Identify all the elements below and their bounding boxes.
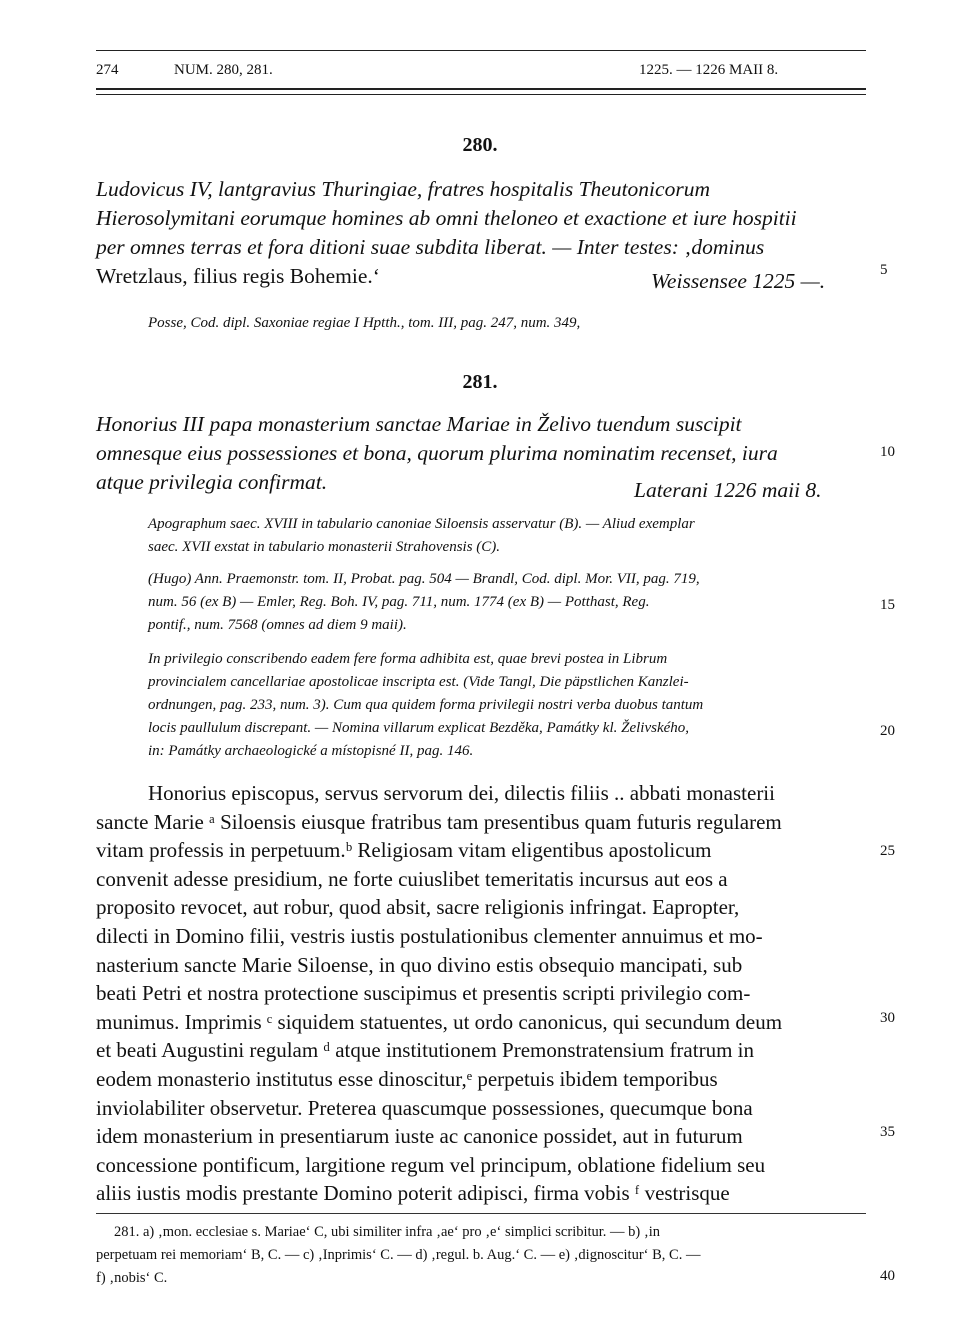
page-number: 274: [96, 62, 119, 78]
running-header: [96, 60, 866, 84]
text-line: sancte Marie ᵃ Siloensis eiusque fratribus tam presentibus quam futuris regularem: [96, 809, 782, 834]
regest-line: omnesque eius possessiones et bona, quorum plurima nominatim recenset, iura: [96, 441, 778, 465]
footnote-line: perpetuam rei memoriam‘ B, C. — c) ‚Inprimis‘ C. — d) ‚regul. b. Aug.‘ C. — e) ‚dignoscitur‘ B, C. —: [96, 1247, 701, 1263]
doc-281-sources-editions: [148, 568, 868, 637]
regest-last-line: [96, 262, 866, 291]
text-line: concessione pontificum, largitione regum vel principum, oblatione fidelium seu: [96, 1152, 766, 1177]
doc-280-number: 280.: [462, 134, 498, 156]
text-line: idem monasterium in presentiarum iuste ac canonice possidet, aut in futurum: [96, 1124, 743, 1149]
header-top-rule: [96, 50, 866, 51]
footnote-line: 281. a) ‚mon. ecclesiae s. Mariae‘ C, ubi similiter infra ‚ae‘ pro ‚e‘ simplici scribitur. — b) ‚in: [114, 1224, 660, 1240]
regest-line: Hierosolymitani eorumque homines ab omni theloneo et exactione et iure hospitii: [96, 206, 797, 230]
footnote-rule: [96, 1213, 866, 1214]
text-line: convenit adesse presidium, ne forte cuiuslibet temeritatis incursus aut eos a: [96, 866, 728, 891]
text-line: aliis iustis modis prestante Domino poterit adipisci, firma vobis ᶠ vestrisque: [96, 1181, 730, 1206]
footnotes: [96, 1221, 866, 1290]
text-line: eodem monasterio institutus esse dinoscitur,ᵉ perpetuis ibidem temporibus: [96, 1066, 718, 1091]
doc-280-source: [148, 311, 868, 335]
doc-281-regest: [96, 410, 866, 502]
text-line: Honorius episcopus, servus servorum dei, dilectis filiis .. abbati monasterii: [148, 781, 775, 805]
commentary-line: provincialem cancellariae apostolicae inscripta est. (Vide Tangl, Die päpstlichen Kanzlei-: [148, 674, 689, 690]
line-number: 20: [880, 723, 895, 739]
regest-last-line: [96, 468, 866, 502]
text-line: proposito revocet, aut robur, quod absit, sacre religionis infringat. Eapropter,: [96, 895, 740, 920]
regest-last: atque privilegia confirmat.: [96, 470, 328, 494]
line-number: 35: [880, 1124, 895, 1140]
regest-line: per omnes terras et fora ditioni suae subdita liberat. — Inter testes: ‚dominus: [96, 235, 765, 259]
line-number: 30: [880, 1010, 895, 1026]
regest-last: Wretzlaus, filius regis Bohemie.‘: [96, 264, 380, 288]
commentary-line: In privilegio conscribendo eadem fere forma adhibita est, quae brevi postea in Librum: [148, 651, 668, 667]
commentary-line: locis paullulum discrepant. — Nomina villarum explicat Bezděka, Památky kl. Želivského,: [148, 720, 690, 736]
source-line: (Hugo) Ann. Praemonstr. tom. II, Probat. pag. 504 — Brandl, Cod. dipl. Mor. VII, pag. 719,: [148, 571, 700, 587]
source-line: Posse, Cod. dipl. Saxoniae regiae I Hptth., tom. III, pag. 247, num. 349,: [148, 315, 581, 331]
doc-281-number: 281.: [462, 371, 498, 393]
header-doc-numbers: NUM. 280, 281.: [174, 62, 273, 78]
commentary-line: ordnungen, pag. 233, num. 3). Cum qua quidem forma privilegii nostri verba duobus tantum: [148, 697, 704, 713]
line-number: 15: [880, 597, 895, 613]
text-line: dilecti in Domino filii, vestris iustis postulationibus clementer annuimus et mo-: [96, 923, 763, 948]
source-line: pontif., num. 7568 (omnes ad diem 9 maii).: [148, 617, 407, 633]
place-date: Laterani 1226 maii 8.: [634, 478, 822, 502]
footnote-line: f) ‚nobis‘ C.: [96, 1270, 168, 1286]
header-double-rule: [96, 88, 866, 95]
place-date: Weissensee 1225 —.: [651, 269, 826, 293]
header-dates: 1225. — 1226 MAII 8.: [639, 62, 779, 78]
line-number: 25: [880, 843, 895, 859]
source-line: saec. XVII exstat in tabulario monasterii Strahovensis (C).: [148, 539, 501, 555]
line-number: 5: [880, 262, 888, 278]
doc-280-regest: [96, 175, 866, 291]
text-line: et beati Augustini regulam ᵈ atque institutionem Premonstratensium fratrum in: [96, 1038, 754, 1063]
doc-281-commentary: [148, 648, 870, 763]
regest-line: Honorius III papa monasterium sanctae Mariae in Želivo tuendum suscipit: [96, 412, 742, 436]
regest-line: Ludovicus IV, lantgravius Thuringiae, fratres hospitalis Theutonicorum: [96, 177, 710, 201]
commentary-line: in: Památky archaeologické a místopisné II, pag. 146.: [148, 743, 474, 759]
text-line: beati Petri et nostra protectione suscipimus et presentis scripti privilegio com-: [96, 981, 751, 1006]
doc-281-sources-manuscripts: [148, 513, 868, 559]
doc-281-text: [96, 779, 866, 1208]
text-line: inviolabiliter observetur. Preterea quascumque possessiones, quecumque bona: [96, 1095, 753, 1120]
text-line: munimus. Imprimis ᶜ siquidem statuentes, ut ordo canonicus, qui secundum deum: [96, 1009, 783, 1034]
line-number: 40: [880, 1268, 895, 1284]
text-line: nasterium sancte Marie Siloense, in quo divino estis obsequio mancipati, sub: [96, 952, 743, 977]
source-line: Apographum saec. XVIII in tabulario canoniae Siloensis asservatur (B). — Aliud exemplar: [148, 516, 695, 532]
source-line: num. 56 (ex B) — Emler, Reg. Boh. IV, pag. 711, num. 1774 (ex B) — Potthast, Reg.: [148, 594, 650, 610]
text-line: vitam professis in perpetuum.ᵇ Religiosam vitam eligentibus apostolicum: [96, 838, 712, 863]
line-number: 10: [880, 444, 895, 460]
